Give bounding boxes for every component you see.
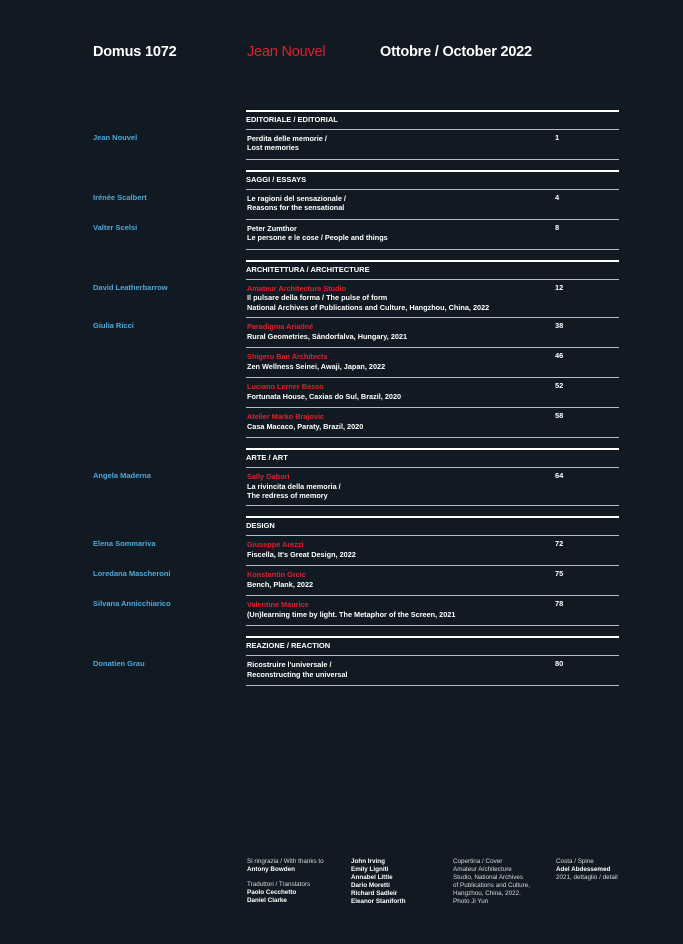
toc-entry — [0, 468, 683, 506]
entry-subject: Paradigma Ariadné — [247, 322, 314, 332]
entry-body — [247, 134, 537, 153]
entry-page-number: 75 — [555, 569, 564, 579]
entry-title-line: Reasons for the sensational — [247, 203, 345, 213]
entry-title-line: La rivincita della memoria / — [247, 481, 341, 491]
entry-subject: Amateur Architecture Studio — [247, 284, 347, 293]
entry-subject: Atelier Marko Brajovic — [247, 412, 325, 422]
entry-body — [247, 472, 537, 500]
entry-title-line: Peter Zumthor — [247, 224, 297, 233]
entry-body — [247, 412, 537, 431]
entry-title-line: Casa Macaco, Paraty, Brazil, 2020 — [247, 421, 364, 431]
entry-page-number: 38 — [555, 321, 564, 331]
guest-editor: Jean Nouvel — [247, 44, 326, 60]
cover-line: of Publications and Culture, — [453, 881, 531, 889]
entry-author: Silvana Annicchiarico — [93, 599, 171, 609]
toc-entry — [0, 280, 683, 318]
table-of-contents — [0, 110, 683, 696]
entry-title-line: Ricostruire l'universale / — [247, 660, 332, 670]
toc-entry — [0, 566, 683, 596]
credit-name: John Irving — [351, 858, 385, 865]
toc-entry — [0, 596, 683, 626]
issue-number: Domus 1072 — [93, 44, 177, 60]
entry-divider — [246, 685, 619, 686]
entry-page-number: 72 — [555, 539, 564, 549]
entry-author: Angela Maderna — [93, 471, 151, 481]
toc-entry — [0, 656, 683, 686]
entry-divider — [246, 159, 619, 160]
entry-subject: Giuseppe Arezzi — [247, 540, 304, 550]
entry-author: Loredana Mascheroni — [93, 569, 171, 579]
credit-name: Eleanor Staniforth — [351, 897, 406, 905]
entry-divider — [246, 437, 619, 438]
toc-entry — [0, 130, 683, 160]
entry-title-line: Le persone e le cose / People and things — [247, 233, 388, 243]
entry-title-line: Reconstructing the universal — [247, 669, 348, 679]
cover-label: Copertina / Cover — [453, 858, 503, 865]
thanks-name: Antony Bowden — [247, 865, 295, 873]
entry-page-number: 78 — [555, 599, 564, 609]
toc-entry — [0, 536, 683, 566]
credit-name: Richard Sadleir — [351, 889, 398, 897]
entry-body — [247, 322, 537, 341]
entry-author: Elena Sommariva — [93, 539, 156, 549]
entry-page-number: 12 — [555, 283, 564, 292]
entry-body — [247, 194, 537, 213]
entry-title-line: Rural Geometries, Sándorfalva, Hungary, 2021 — [247, 331, 408, 341]
entry-divider — [246, 625, 619, 626]
entry-title-line: Il pulsare della forma / The pulse of form — [247, 293, 388, 303]
entry-title-line: The redress of memory — [247, 491, 328, 501]
entry-body — [247, 540, 537, 559]
entry-subject: Konstantin Grcic — [247, 570, 306, 580]
issue-date: Ottobre / October 2022 — [380, 44, 532, 60]
credit-name: Annabel Little — [351, 873, 393, 881]
entry-title-line: National Archives of Publications and Culture, Hangzhou, China, 2022 — [247, 302, 490, 312]
entry-title-line: (Un)learning time by light. The Metaphor of the Screen, 2021 — [247, 609, 456, 619]
entry-subject: Sally Gabori — [247, 472, 290, 482]
credit-name: Emily Ligniti — [351, 865, 389, 873]
entry-body — [247, 600, 537, 619]
entry-page-number: 8 — [555, 223, 560, 232]
entry-divider — [246, 249, 619, 250]
cover-line: Hangzhou, China, 2022. — [453, 889, 521, 897]
entry-title-line: Lost memories — [247, 143, 299, 153]
section-heading: ARCHITETTURA / ARCHITECTURE — [246, 260, 619, 280]
entry-title-line: Bench, Plank, 2022 — [247, 579, 314, 589]
entry-body — [247, 224, 537, 243]
entry-author: Irénée Scalbert — [93, 193, 147, 202]
spine-artist: Adel Abdessemed — [556, 865, 611, 873]
credits-names-column — [351, 858, 406, 905]
credits-spine-column — [556, 858, 618, 882]
entry-subject: Shigeru Ban Architects — [247, 352, 328, 362]
entry-divider — [246, 505, 619, 506]
entry-author: Valter Scelsi — [93, 223, 138, 232]
entry-body — [247, 382, 537, 401]
toc-entry — [0, 378, 683, 408]
thanks-label: Si ringrazia / With thanks to — [247, 858, 324, 865]
spine-label: Costa / Spine — [556, 858, 594, 865]
spine-line: 2021, dettaglio / detail — [556, 873, 618, 881]
entry-title-line: Fiscella, It's Great Design, 2022 — [247, 549, 356, 559]
entry-body — [247, 352, 537, 371]
entry-title-line: Le ragioni del sensazionale / — [247, 194, 346, 203]
entry-title-line: Perdita delle memorie / — [247, 134, 327, 143]
entry-body — [247, 570, 537, 589]
entry-page-number: 80 — [555, 659, 564, 669]
toc-entry — [0, 190, 683, 220]
section-heading: EDITORIALE / EDITORIAL — [246, 110, 619, 130]
entry-page-number: 1 — [555, 133, 560, 142]
translator-name: Paolo Cecchetto — [247, 888, 297, 896]
entry-title-line: Fortunata House, Caxias do Sul, Brazil, 2020 — [247, 391, 402, 401]
entry-subject: Luciano Lerner Basso — [247, 382, 324, 392]
section-heading: DESIGN — [246, 516, 619, 536]
entry-title-line: Zen Wellness Seinei, Awaji, Japan, 2022 — [247, 361, 386, 371]
credits-cover-column — [453, 858, 530, 905]
section-heading: ARTE / ART — [246, 448, 619, 468]
entry-author: David Leatherbarrow — [93, 283, 168, 292]
cover-line: Amateur Architecture — [453, 865, 512, 873]
entry-body — [247, 284, 537, 312]
entry-author: Jean Nouvel — [93, 133, 138, 142]
toc-entry — [0, 318, 683, 348]
credit-name: Dario Moretti — [351, 881, 390, 889]
entry-page-number: 52 — [555, 381, 564, 391]
section-heading: SAGGI / ESSAYS — [246, 170, 619, 190]
entry-author: Giulia Ricci — [93, 321, 134, 331]
section-heading: REAZIONE / REACTION — [246, 636, 619, 656]
entry-body — [247, 660, 537, 679]
toc-entry — [0, 408, 683, 438]
entry-page-number: 64 — [555, 471, 564, 481]
translator-name: Daniel Clarke — [247, 896, 287, 904]
credits-thanks-column — [247, 858, 324, 905]
cover-line: Photo Ji Yun — [453, 897, 489, 905]
toc-entry — [0, 348, 683, 378]
translators-label: Traduttori / Translators — [247, 880, 311, 888]
entry-subject: Valentine Maurice — [247, 600, 309, 610]
entry-page-number: 58 — [555, 411, 564, 421]
toc-entry — [0, 220, 683, 250]
entry-page-number: 4 — [555, 193, 560, 202]
entry-author: Donatien Grau — [93, 659, 145, 669]
cover-line: Studio, National Archives — [453, 873, 524, 881]
entry-page-number: 46 — [555, 351, 564, 361]
